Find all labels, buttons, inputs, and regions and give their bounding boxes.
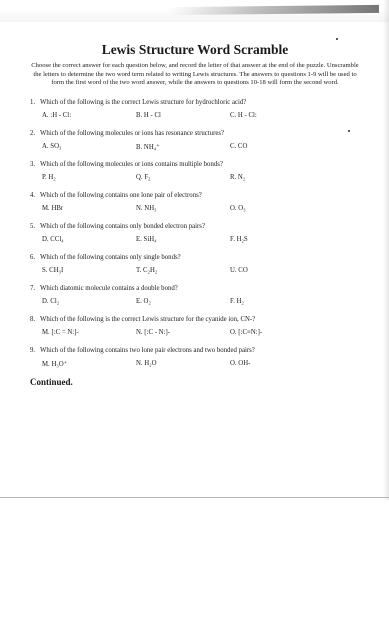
question-text <box>30 191 360 200</box>
answer-option: F. H₂ <box>230 297 244 305</box>
question-prompt: Which of the following contains two lone pair electrons and two bonded pairs? <box>40 346 255 354</box>
scan-speck <box>336 38 338 40</box>
answer-option: O. [:C≡N:]- <box>230 328 263 336</box>
answer-options <box>42 205 360 215</box>
question-number: 4. <box>30 191 36 199</box>
instructions-text: Choose the correct answer for each question below, and record the letter of that answer at the end of the puzzle. Unscramble the letters to determine the two word term related to writing Lewis structures. The answers to questions 1-9 will be used to form the first word of the two word answer, while the answers to questions 10-18 will form the second word. <box>31 62 359 87</box>
answer-option: A. SO₃ <box>42 142 62 150</box>
answer-option: B. NH₄⁺ <box>136 143 160 151</box>
answer-option: U. CO <box>230 266 248 274</box>
question-item <box>30 160 360 184</box>
answer-option: S. CH₃I <box>42 266 64 274</box>
worksheet-page <box>30 42 360 387</box>
answer-options <box>42 143 360 153</box>
answer-option: M. [:C = N:]- <box>42 328 79 336</box>
answer-option: N. H₂O <box>136 359 157 367</box>
question-text <box>30 253 360 262</box>
question-prompt: Which of the following is the correct Lewis structure for the cyanide ion, CN-? <box>40 315 256 323</box>
question-number: 3. <box>30 160 36 168</box>
question-text <box>30 346 360 355</box>
answer-option: P. H₂ <box>42 173 56 181</box>
answer-options <box>42 360 360 370</box>
answer-option: A. :H - Cl: <box>42 111 72 119</box>
page-divider <box>0 497 389 498</box>
answer-options <box>42 267 360 277</box>
answer-option: O. OH- <box>230 359 251 367</box>
question-text <box>30 98 360 107</box>
answer-option: Q. F₂ <box>136 173 151 181</box>
answer-option: N. [:C - N:]- <box>136 328 170 336</box>
question-prompt: Which of the following molecules or ions contains multiple bonds? <box>40 160 223 168</box>
question-number: 6. <box>30 253 36 261</box>
question-text <box>30 160 360 169</box>
question-item <box>30 315 360 339</box>
question-prompt: Which of the following is the correct Lewis structure for hydrochloric acid? <box>40 98 247 106</box>
question-prompt: Which of the following contains one lone pair of electrons? <box>40 191 202 199</box>
answer-option: O. O₃ <box>230 204 246 212</box>
question-number: 9. <box>30 346 36 354</box>
answer-options <box>42 236 360 246</box>
answer-option: M. H₃O⁺ <box>42 360 68 368</box>
question-number: 5. <box>30 222 36 230</box>
question-prompt: Which of the following contains only single bonds? <box>40 253 181 261</box>
answer-options <box>42 174 360 184</box>
worksheet-title: Lewis Structure Word Scramble <box>101 42 289 57</box>
answer-option: E. O₂ <box>136 297 151 305</box>
question-number: 8. <box>30 315 36 323</box>
question-text <box>30 284 360 293</box>
answer-option: C. CO <box>230 142 248 150</box>
answer-option: E. SiH₄ <box>136 235 157 243</box>
question-item <box>30 98 360 122</box>
question-number: 7. <box>30 284 36 292</box>
answer-option: D. CCl₄ <box>42 235 64 243</box>
question-item <box>30 253 360 277</box>
answer-option: F. H₂S <box>230 235 248 243</box>
answer-option: D. Cl₂ <box>42 297 60 305</box>
scan-edge-right <box>383 0 389 500</box>
question-number: 2. <box>30 129 36 137</box>
answer-option: M. HBr <box>42 204 64 212</box>
answer-options <box>42 329 360 339</box>
question-prompt: Which of the following contains only bonded electron pairs? <box>40 222 205 230</box>
question-prompt: Which diatomic molecule contains a double bond? <box>40 284 178 292</box>
answer-option: R. N₂ <box>230 173 246 181</box>
question-text <box>30 222 360 231</box>
answer-option: B. H - Cl <box>136 111 161 119</box>
answer-options <box>42 298 360 308</box>
question-prompt: Which of the following molecules or ions has resonance structures? <box>40 129 225 137</box>
continued-label: Continued. <box>30 376 73 387</box>
question-text <box>30 129 360 138</box>
question-text <box>30 315 360 324</box>
answer-option: C. H - Cl: <box>230 111 257 119</box>
question-item <box>30 191 360 215</box>
question-item <box>30 284 360 308</box>
question-number: 1. <box>30 98 36 106</box>
answer-options <box>42 112 360 122</box>
question-list <box>30 98 360 370</box>
question-item <box>30 346 360 370</box>
question-item <box>30 222 360 246</box>
question-item <box>30 129 360 153</box>
answer-option: N. NH₃ <box>136 204 157 212</box>
answer-option: T. C₂H₂ <box>136 266 158 274</box>
